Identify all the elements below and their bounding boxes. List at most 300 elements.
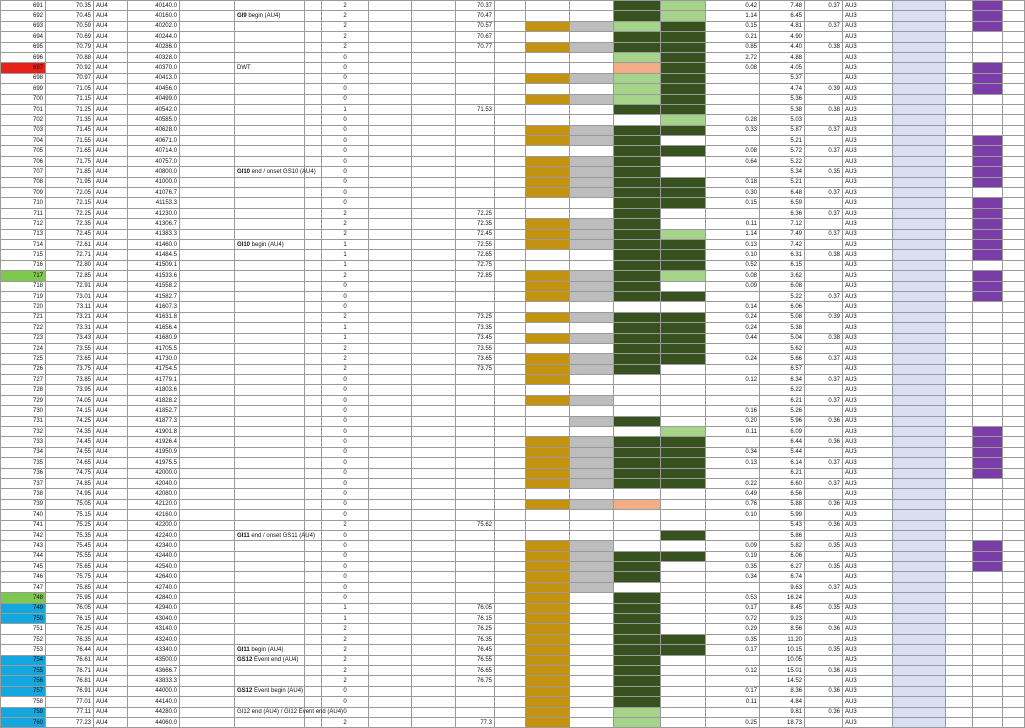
cell-blank[interactable] [305, 1, 322, 11]
cell-blank[interactable] [369, 312, 412, 322]
cell-site[interactable]: AU4 [94, 395, 128, 405]
cell-blank[interactable] [1003, 11, 1025, 21]
cell-site-2[interactable]: AU3 [843, 697, 893, 707]
cell-note[interactable] [235, 614, 305, 624]
cell-lavender[interactable] [893, 707, 946, 717]
cell-site-2[interactable]: AU3 [843, 666, 893, 676]
cell-site-2[interactable]: AU3 [843, 406, 893, 416]
cell-color-a[interactable] [526, 655, 570, 665]
cell-blank[interactable] [180, 63, 235, 73]
cell-blank[interactable] [1003, 655, 1025, 665]
cell-age[interactable]: 40202.0 [128, 21, 180, 31]
cell-blank[interactable] [369, 489, 412, 499]
cell-depth-match[interactable] [456, 281, 495, 291]
cell-blank[interactable] [1003, 489, 1025, 499]
cell-blank[interactable] [1003, 603, 1025, 613]
cell-site-2[interactable]: AU3 [843, 582, 893, 592]
cell-row-id[interactable]: 760 [1, 717, 46, 727]
cell-value-3[interactable] [805, 94, 843, 104]
cell-depth[interactable]: 72.35 [46, 219, 94, 229]
cell-age[interactable]: 44000.0 [128, 686, 180, 696]
cell-note[interactable] [235, 42, 305, 52]
cell-blank[interactable] [495, 125, 526, 135]
cell-row-id[interactable]: 734 [1, 447, 46, 457]
cell-count[interactable]: 2 [322, 624, 369, 634]
cell-site[interactable]: AU4 [94, 167, 128, 177]
cell-lavender[interactable] [893, 146, 946, 156]
cell-value-1[interactable]: 0.12 [706, 666, 760, 676]
cell-blank[interactable] [1003, 177, 1025, 187]
cell-depth[interactable]: 71.55 [46, 136, 94, 146]
cell-blank[interactable] [946, 84, 973, 94]
cell-color-purple[interactable] [973, 84, 1003, 94]
cell-color-a[interactable] [526, 1, 570, 11]
cell-site[interactable]: AU4 [94, 156, 128, 166]
cell-blank[interactable] [180, 406, 235, 416]
cell-age[interactable]: 42940.0 [128, 603, 180, 613]
cell-row-id[interactable]: 749 [1, 603, 46, 613]
cell-blank[interactable] [412, 478, 456, 488]
cell-age[interactable]: 42000.0 [128, 468, 180, 478]
cell-age[interactable]: 40160.0 [128, 11, 180, 21]
cell-age[interactable]: 42040.0 [128, 478, 180, 488]
cell-site[interactable]: AU4 [94, 686, 128, 696]
cell-color-purple[interactable] [973, 177, 1003, 187]
cell-note[interactable] [235, 437, 305, 447]
cell-value-1[interactable]: 0.19 [706, 551, 760, 561]
cell-color-a[interactable] [526, 489, 570, 499]
cell-color-c[interactable] [614, 447, 661, 457]
cell-color-a[interactable] [526, 645, 570, 655]
cell-site[interactable]: AU4 [94, 52, 128, 62]
cell-value-2[interactable]: 5.26 [760, 406, 805, 416]
cell-lavender[interactable] [893, 395, 946, 405]
cell-color-b[interactable] [570, 416, 614, 426]
cell-blank[interactable] [1003, 676, 1025, 686]
cell-value-1[interactable]: 0.29 [706, 624, 760, 634]
cell-blank[interactable] [412, 343, 456, 353]
cell-value-3[interactable]: 0.35 [805, 167, 843, 177]
cell-blank[interactable] [412, 395, 456, 405]
cell-count[interactable]: 2 [322, 364, 369, 374]
cell-value-2[interactable]: 6.08 [760, 281, 805, 291]
cell-value-1[interactable]: 0.11 [706, 697, 760, 707]
cell-value-3[interactable] [805, 73, 843, 83]
cell-age[interactable]: 40499.0 [128, 94, 180, 104]
cell-blank[interactable] [946, 717, 973, 727]
cell-row-id[interactable]: 720 [1, 302, 46, 312]
cell-note[interactable] [235, 271, 305, 281]
cell-site[interactable]: AU4 [94, 136, 128, 146]
cell-value-3[interactable]: 0.37 [805, 375, 843, 385]
cell-blank[interactable] [495, 655, 526, 665]
cell-value-3[interactable] [805, 260, 843, 270]
cell-note[interactable] [235, 582, 305, 592]
cell-blank[interactable] [946, 520, 973, 530]
cell-blank[interactable] [946, 458, 973, 468]
cell-blank[interactable] [495, 364, 526, 374]
cell-blank[interactable] [1003, 239, 1025, 249]
cell-depth-match[interactable]: 72.35 [456, 219, 495, 229]
cell-color-d[interactable] [661, 177, 706, 187]
cell-color-d[interactable] [661, 11, 706, 21]
cell-blank[interactable] [180, 1, 235, 11]
cell-depth-match[interactable]: 75.62 [456, 520, 495, 530]
cell-row-id[interactable]: 748 [1, 593, 46, 603]
cell-color-a[interactable] [526, 458, 570, 468]
cell-age[interactable]: 41558.2 [128, 281, 180, 291]
cell-blank[interactable] [1003, 541, 1025, 551]
cell-count[interactable]: 0 [322, 52, 369, 62]
cell-depth-match[interactable]: 70.57 [456, 21, 495, 31]
cell-depth-match[interactable]: 73.55 [456, 343, 495, 353]
cell-count[interactable]: 2 [322, 32, 369, 42]
cell-site-2[interactable]: AU3 [843, 572, 893, 582]
cell-depth-match[interactable] [456, 406, 495, 416]
cell-blank[interactable] [305, 385, 322, 395]
cell-depth-match[interactable] [456, 52, 495, 62]
cell-color-a[interactable] [526, 104, 570, 114]
cell-value-3[interactable]: 0.37 [805, 125, 843, 135]
cell-value-3[interactable] [805, 406, 843, 416]
cell-color-d[interactable] [661, 385, 706, 395]
cell-color-b[interactable] [570, 73, 614, 83]
cell-blank[interactable] [305, 84, 322, 94]
cell-color-b[interactable] [570, 603, 614, 613]
cell-count[interactable]: 0 [322, 427, 369, 437]
cell-note[interactable] [235, 94, 305, 104]
cell-age[interactable]: 40714.0 [128, 146, 180, 156]
cell-site-2[interactable]: AU3 [843, 156, 893, 166]
cell-site-2[interactable]: AU3 [843, 208, 893, 218]
cell-value-1[interactable] [706, 73, 760, 83]
cell-site[interactable]: AU4 [94, 416, 128, 426]
cell-blank[interactable] [369, 634, 412, 644]
cell-color-c[interactable] [614, 666, 661, 676]
cell-color-purple[interactable] [973, 239, 1003, 249]
cell-lavender[interactable] [893, 354, 946, 364]
cell-blank[interactable] [369, 395, 412, 405]
cell-blank[interactable] [495, 416, 526, 426]
cell-lavender[interactable] [893, 686, 946, 696]
cell-blank[interactable] [1003, 125, 1025, 135]
cell-age[interactable]: 41230.0 [128, 208, 180, 218]
cell-value-1[interactable]: 0.35 [706, 562, 760, 572]
cell-value-2[interactable]: 6.09 [760, 427, 805, 437]
cell-blank[interactable] [495, 32, 526, 42]
cell-lavender[interactable] [893, 634, 946, 644]
cell-blank[interactable] [495, 1, 526, 11]
cell-blank[interactable] [1003, 281, 1025, 291]
cell-color-b[interactable] [570, 146, 614, 156]
cell-color-purple[interactable] [973, 717, 1003, 727]
cell-value-3[interactable] [805, 676, 843, 686]
cell-site[interactable]: AU4 [94, 125, 128, 135]
cell-blank[interactable] [412, 42, 456, 52]
cell-depth-match[interactable] [456, 291, 495, 301]
cell-blank[interactable] [305, 271, 322, 281]
cell-blank[interactable] [180, 229, 235, 239]
cell-count[interactable]: 0 [322, 302, 369, 312]
cell-blank[interactable] [495, 156, 526, 166]
cell-count[interactable]: 2 [322, 676, 369, 686]
cell-blank[interactable] [369, 707, 412, 717]
cell-blank[interactable] [495, 572, 526, 582]
cell-depth[interactable]: 74.05 [46, 395, 94, 405]
cell-color-b[interactable] [570, 354, 614, 364]
cell-color-c[interactable] [614, 333, 661, 343]
cell-color-b[interactable] [570, 1, 614, 11]
cell-blank[interactable] [495, 94, 526, 104]
cell-color-a[interactable] [526, 385, 570, 395]
cell-blank[interactable] [946, 104, 973, 114]
cell-color-c[interactable] [614, 32, 661, 42]
cell-color-c[interactable] [614, 717, 661, 727]
cell-blank[interactable] [369, 447, 412, 457]
cell-color-purple[interactable] [973, 603, 1003, 613]
cell-note[interactable] [235, 219, 305, 229]
cell-note[interactable] [235, 250, 305, 260]
cell-blank[interactable] [495, 707, 526, 717]
cell-blank[interactable] [369, 136, 412, 146]
cell-depth-match[interactable]: 76.45 [456, 645, 495, 655]
cell-color-a[interactable] [526, 63, 570, 73]
cell-blank[interactable] [369, 697, 412, 707]
cell-count[interactable]: 0 [322, 478, 369, 488]
cell-color-c[interactable] [614, 52, 661, 62]
cell-color-d[interactable] [661, 717, 706, 727]
cell-row-id[interactable]: 722 [1, 323, 46, 333]
cell-blank[interactable] [1003, 406, 1025, 416]
cell-note[interactable] [235, 229, 305, 239]
cell-count[interactable]: 0 [322, 510, 369, 520]
cell-blank[interactable] [412, 655, 456, 665]
cell-blank[interactable] [305, 447, 322, 457]
cell-lavender[interactable] [893, 73, 946, 83]
cell-count[interactable]: 0 [322, 686, 369, 696]
cell-color-a[interactable] [526, 624, 570, 634]
cell-blank[interactable] [495, 271, 526, 281]
cell-blank[interactable] [180, 21, 235, 31]
cell-color-d[interactable] [661, 603, 706, 613]
cell-blank[interactable] [305, 364, 322, 374]
cell-blank[interactable] [1003, 375, 1025, 385]
cell-color-b[interactable] [570, 427, 614, 437]
cell-color-purple[interactable] [973, 52, 1003, 62]
cell-row-id[interactable]: 707 [1, 167, 46, 177]
cell-depth[interactable]: 76.71 [46, 666, 94, 676]
cell-blank[interactable] [180, 302, 235, 312]
cell-blank[interactable] [946, 395, 973, 405]
cell-blank[interactable] [369, 458, 412, 468]
cell-site[interactable]: AU4 [94, 520, 128, 530]
cell-site[interactable]: AU4 [94, 375, 128, 385]
cell-blank[interactable] [495, 354, 526, 364]
cell-lavender[interactable] [893, 655, 946, 665]
cell-site-2[interactable]: AU3 [843, 52, 893, 62]
cell-count[interactable]: 0 [322, 406, 369, 416]
cell-note[interactable] [235, 156, 305, 166]
cell-color-b[interactable] [570, 645, 614, 655]
cell-age[interactable]: 41631.8 [128, 312, 180, 322]
cell-depth-match[interactable] [456, 416, 495, 426]
cell-blank[interactable] [305, 32, 322, 42]
cell-lavender[interactable] [893, 478, 946, 488]
cell-count[interactable]: 1 [322, 260, 369, 270]
cell-color-d[interactable] [661, 593, 706, 603]
cell-blank[interactable] [412, 21, 456, 31]
cell-value-2[interactable]: 6.15 [760, 260, 805, 270]
cell-site[interactable]: AU4 [94, 73, 128, 83]
cell-depth-match[interactable]: 76.35 [456, 634, 495, 644]
cell-color-c[interactable] [614, 499, 661, 509]
cell-site-2[interactable]: AU3 [843, 333, 893, 343]
cell-value-2[interactable]: 4.88 [760, 52, 805, 62]
cell-blank[interactable] [180, 562, 235, 572]
cell-value-1[interactable]: 0.85 [706, 42, 760, 52]
cell-value-1[interactable]: 0.34 [706, 447, 760, 457]
cell-color-c[interactable] [614, 291, 661, 301]
cell-blank[interactable] [946, 551, 973, 561]
cell-color-purple[interactable] [973, 530, 1003, 540]
cell-blank[interactable] [180, 146, 235, 156]
cell-value-3[interactable] [805, 156, 843, 166]
cell-value-1[interactable]: 0.09 [706, 281, 760, 291]
cell-blank[interactable] [946, 510, 973, 520]
cell-site[interactable]: AU4 [94, 510, 128, 520]
cell-blank[interactable] [305, 125, 322, 135]
cell-age[interactable]: 42440.0 [128, 551, 180, 561]
cell-age[interactable]: 41901.8 [128, 427, 180, 437]
cell-depth[interactable]: 70.88 [46, 52, 94, 62]
cell-note[interactable] [235, 312, 305, 322]
cell-blank[interactable] [369, 375, 412, 385]
cell-value-3[interactable]: 0.36 [805, 499, 843, 509]
cell-color-b[interactable] [570, 343, 614, 353]
cell-blank[interactable] [946, 136, 973, 146]
cell-value-1[interactable]: 0.08 [706, 271, 760, 281]
cell-color-b[interactable] [570, 551, 614, 561]
cell-color-purple[interactable] [973, 697, 1003, 707]
cell-color-a[interactable] [526, 717, 570, 727]
cell-blank[interactable] [305, 52, 322, 62]
cell-color-a[interactable] [526, 468, 570, 478]
cell-site[interactable]: AU4 [94, 562, 128, 572]
cell-note[interactable] [235, 395, 305, 405]
cell-row-id[interactable]: 705 [1, 146, 46, 156]
cell-value-3[interactable]: 0.37 [805, 582, 843, 592]
cell-value-3[interactable]: 0.37 [805, 354, 843, 364]
cell-row-id[interactable]: 726 [1, 364, 46, 374]
cell-note[interactable] [235, 510, 305, 520]
cell-blank[interactable] [412, 312, 456, 322]
cell-depth[interactable]: 72.25 [46, 208, 94, 218]
cell-blank[interactable] [946, 572, 973, 582]
cell-depth-match[interactable] [456, 177, 495, 187]
cell-depth[interactable]: 73.31 [46, 323, 94, 333]
cell-color-purple[interactable] [973, 42, 1003, 52]
cell-value-2[interactable]: 11.20 [760, 634, 805, 644]
cell-blank[interactable] [1003, 614, 1025, 624]
cell-color-d[interactable] [661, 530, 706, 540]
cell-blank[interactable] [305, 562, 322, 572]
cell-note[interactable]: DWT [235, 63, 305, 73]
cell-blank[interactable] [369, 239, 412, 249]
cell-age[interactable]: 41828.2 [128, 395, 180, 405]
cell-color-a[interactable] [526, 229, 570, 239]
cell-blank[interactable] [412, 250, 456, 260]
cell-value-2[interactable]: 5.37 [760, 73, 805, 83]
cell-value-1[interactable]: 0.17 [706, 686, 760, 696]
cell-blank[interactable] [369, 614, 412, 624]
cell-site[interactable]: AU4 [94, 291, 128, 301]
cell-blank[interactable] [180, 11, 235, 21]
cell-site-2[interactable]: AU3 [843, 239, 893, 249]
cell-value-2[interactable]: 5.87 [760, 125, 805, 135]
cell-value-2[interactable]: 7.12 [760, 219, 805, 229]
cell-color-a[interactable] [526, 84, 570, 94]
cell-blank[interactable] [369, 219, 412, 229]
cell-value-1[interactable] [706, 395, 760, 405]
cell-color-a[interactable] [526, 42, 570, 52]
cell-blank[interactable] [305, 281, 322, 291]
cell-value-2[interactable]: 8.56 [760, 624, 805, 634]
cell-site-2[interactable]: AU3 [843, 219, 893, 229]
cell-note[interactable] [235, 32, 305, 42]
cell-color-b[interactable] [570, 167, 614, 177]
cell-color-b[interactable] [570, 52, 614, 62]
cell-blank[interactable] [412, 717, 456, 727]
cell-value-2[interactable]: 7.48 [760, 1, 805, 11]
cell-blank[interactable] [369, 281, 412, 291]
cell-color-d[interactable] [661, 447, 706, 457]
cell-blank[interactable] [369, 302, 412, 312]
cell-note[interactable] [235, 530, 315, 540]
cell-color-c[interactable] [614, 229, 661, 239]
cell-depth-match[interactable] [456, 697, 495, 707]
cell-site[interactable]: AU4 [94, 312, 128, 322]
cell-blank[interactable] [946, 686, 973, 696]
cell-blank[interactable] [946, 260, 973, 270]
cell-lavender[interactable] [893, 614, 946, 624]
cell-value-3[interactable] [805, 717, 843, 727]
cell-site[interactable]: AU4 [94, 21, 128, 31]
cell-count[interactable]: 0 [322, 156, 369, 166]
cell-color-c[interactable] [614, 115, 661, 125]
cell-depth[interactable]: 72.61 [46, 239, 94, 249]
cell-site-2[interactable]: AU3 [843, 437, 893, 447]
cell-blank[interactable] [495, 136, 526, 146]
cell-color-b[interactable] [570, 707, 614, 717]
cell-blank[interactable] [495, 406, 526, 416]
cell-depth[interactable]: 75.75 [46, 572, 94, 582]
cell-depth-match[interactable] [456, 375, 495, 385]
cell-age[interactable]: 43240.0 [128, 634, 180, 644]
cell-blank[interactable] [305, 333, 322, 343]
cell-color-b[interactable] [570, 478, 614, 488]
cell-count[interactable]: 1 [322, 333, 369, 343]
cell-value-3[interactable] [805, 177, 843, 187]
cell-depth-match[interactable]: 72.55 [456, 239, 495, 249]
cell-blank[interactable] [412, 239, 456, 249]
cell-value-3[interactable] [805, 63, 843, 73]
cell-count[interactable]: 2 [322, 655, 369, 665]
cell-color-b[interactable] [570, 624, 614, 634]
cell-site-2[interactable]: AU3 [843, 188, 893, 198]
cell-note[interactable] [235, 676, 305, 686]
cell-blank[interactable] [946, 32, 973, 42]
cell-row-id[interactable]: 728 [1, 385, 46, 395]
